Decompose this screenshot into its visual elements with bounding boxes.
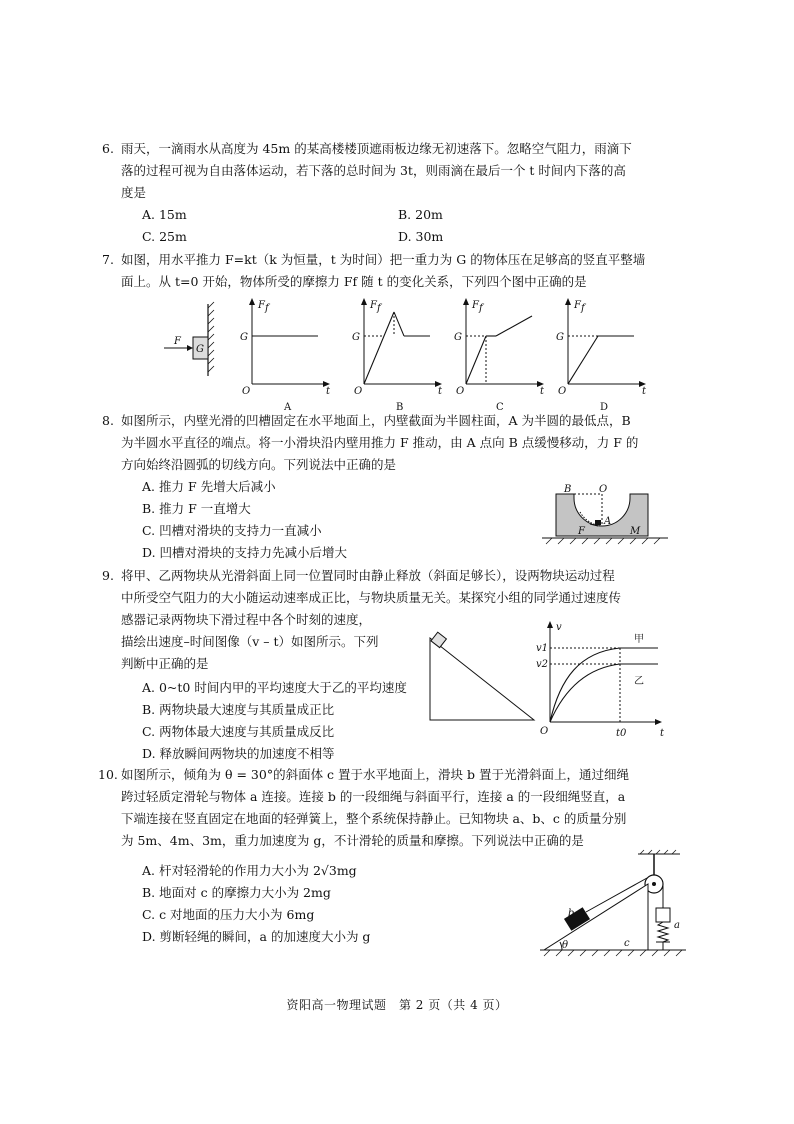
graph-a <box>240 298 331 413</box>
axis-x-label: t <box>326 386 331 397</box>
option-a: A. 15m <box>142 207 187 222</box>
option-a: A. 0~t0 时间内甲的平均速度大于乙的平均速度 <box>142 680 407 695</box>
question-text-line: 如图所示，倾角为 θ = 30°的斜面体 c 置于水平地面上，滑块 b 置于光滑斜面上，通过细绳 <box>121 767 629 782</box>
question-6 <box>102 138 661 204</box>
option-b: B. 推力 F 一直增大 <box>142 501 251 516</box>
graph-caption: C <box>496 402 504 413</box>
axis-y-label: F <box>574 300 581 311</box>
point-o-label: O <box>599 484 608 495</box>
question-text-line: 度是 <box>121 185 147 200</box>
axis-g-label: G <box>454 332 462 343</box>
force-f-label: F <box>578 526 585 537</box>
option-b: B. 地面对 c 的摩擦力大小为 2mg <box>142 885 331 900</box>
mass-a-label: a <box>674 920 680 931</box>
incline-vt-diagram <box>428 618 678 746</box>
question-text-line: 判断中正确的是 <box>121 656 209 671</box>
option-c: C. 凹槽对滑块的支持力一直减小 <box>142 523 322 538</box>
page-footer: 资阳高一物理试题 第 2 页（共 4 页） <box>286 998 508 1012</box>
q7-figure <box>160 296 660 420</box>
v2-label: v2 <box>536 659 549 670</box>
q7-diagram <box>160 296 660 416</box>
question-text-line: 跨过轻质定滑轮与物体 a 连接。连接 b 的一段细绳与斜面平行，连接 a 的一段细绳竖直，a <box>121 789 626 804</box>
axis-y-sub: f <box>581 303 585 314</box>
axis-y-sub: f <box>377 303 381 314</box>
q8-figure <box>540 480 670 554</box>
axis-v-label: v <box>556 622 562 633</box>
axis-x-label: t <box>642 386 647 397</box>
axis-y-label: F <box>258 300 265 311</box>
incline-c-label: c <box>624 938 630 949</box>
question-text-line: 为 5m、4m、3m，重力加速度为 g，不计滑轮的质量和摩擦。下列说法中正确的是 <box>121 833 584 848</box>
graph-c <box>454 298 545 413</box>
block-label: G <box>196 344 204 355</box>
option-b: B. 20m <box>398 207 443 222</box>
graph-caption: D <box>600 402 609 413</box>
axis-y-label: F <box>370 300 377 311</box>
wall-block-diagram <box>164 302 214 376</box>
option-d: D. 30m <box>398 229 444 244</box>
axis-y-label: F <box>472 300 479 311</box>
question-number: 10. <box>98 767 118 782</box>
option-a: A. 推力 F 先增大后减小 <box>142 479 276 494</box>
q10-figure <box>540 850 690 964</box>
question-text-line: 如图所示，内壁光滑的凹槽固定在水平地面上，内壁截面为半圆柱面，A 为半圆的最低点，B <box>121 413 631 428</box>
question-7 <box>102 249 661 293</box>
question-8 <box>102 410 661 476</box>
axis-g-label: G <box>352 332 360 343</box>
axis-origin: O <box>354 386 363 397</box>
question-10 <box>98 764 661 852</box>
option-d: D. 凹槽对滑块的支持力先减小后增大 <box>142 545 348 560</box>
option-d: D. 剪断轻绳的瞬间，a 的加速度大小为 g <box>142 929 371 944</box>
force-label: F <box>174 336 181 347</box>
question-text-line: 面上。从 t=0 开始，物体所受的摩擦力 Ff 随 t 的变化关系，下列四个图中正确的是 <box>121 274 587 289</box>
mass-b-label: b <box>568 908 575 919</box>
graph-caption: B <box>396 402 404 413</box>
axis-x-label: t <box>540 386 545 397</box>
question-number: 6. <box>102 141 114 156</box>
option-c: C. 25m <box>142 229 187 244</box>
option-b: B. 两物块最大速度与其质量成正比 <box>142 702 335 717</box>
axis-g-label: G <box>240 332 248 343</box>
v1-label: v1 <box>536 643 549 654</box>
axis-y-sub: f <box>265 303 269 314</box>
curve-yi-label: 乙 <box>634 676 644 687</box>
point-b-label: B <box>564 484 572 495</box>
question-number: 7. <box>102 252 114 267</box>
graph-caption: A <box>284 402 292 413</box>
groove-m-label: M <box>630 526 641 537</box>
question-text-line: 描绘出速度–时间图像（v – t）如图所示。下列 <box>121 634 379 649</box>
option-d: D. 释放瞬间两物块的加速度不相等 <box>142 746 335 761</box>
groove-diagram <box>540 480 670 550</box>
question-text-line: 将甲、乙两物块从光滑斜面上同一位置同时由静止释放（斜面足够长），设两物块运动过程 <box>121 568 615 583</box>
question-number: 8. <box>102 413 114 428</box>
question-text-line: 如图，用水平推力 F=kt（k 为恒量，t 为时间）把一重力为 G 的物体压在足够高的竖直平整墙 <box>121 252 646 267</box>
axis-origin: O <box>456 386 465 397</box>
question-number: 9. <box>102 568 114 583</box>
angle-theta-label: θ <box>562 940 569 951</box>
graph-d <box>556 298 647 413</box>
curve-jia-label: 甲 <box>634 634 644 645</box>
axis-origin: O <box>242 386 251 397</box>
axis-origin: O <box>558 386 567 397</box>
option-c: C. 两物体最大速度与其质量成反比 <box>142 724 335 739</box>
question-text-line: 下端连接在竖直固定在地面的轻弹簧上，整个系统保持静止。已知物块 a、b、c 的质量分别 <box>121 811 627 826</box>
t0-label: t0 <box>616 728 627 739</box>
question-text-line: 感器记录两物块下滑过程中各个时刻的速度， <box>121 612 372 627</box>
point-a-label: A <box>604 516 612 527</box>
graph-b <box>352 298 443 413</box>
axis-g-label: G <box>556 332 564 343</box>
question-text-line: 方向始终沿圆弧的切线方向。下列说法中正确的是 <box>121 457 397 472</box>
option-a: A. 杆对轻滑轮的作用力大小为 2√3mg <box>142 863 357 878</box>
question-text-line: 落的过程可视为自由落体运动，若下落的总时间为 3t，则雨滴在最后一个 t 时间内下落的高 <box>121 163 626 178</box>
pulley-diagram <box>540 850 690 960</box>
axis-t-label: t <box>660 728 665 739</box>
vt-graph <box>536 621 665 739</box>
question-text-line: 为半圆水平直径的端点。将一小滑块沿内壁用推力 F 推动，由 A 点向 B 点缓慢移动，力 F 的 <box>121 435 639 450</box>
question-text-line: 雨天，一滴雨水从高度为 45m 的某高楼楼顶遮雨板边缘无初速落下。忽略空气阻力，雨滴下 <box>121 141 632 156</box>
axis-origin: O <box>540 726 549 737</box>
question-text-line: 中所受空气阻力的大小随运动速率成正比，与物块质量无关。某探究小组的同学通过速度传 <box>121 590 622 605</box>
option-c: C. c 对地面的压力大小为 6mg <box>142 907 315 922</box>
incline-diagram <box>430 632 534 720</box>
axis-y-sub: f <box>479 303 483 314</box>
q9-figure <box>428 618 678 750</box>
axis-x-label: t <box>438 386 443 397</box>
